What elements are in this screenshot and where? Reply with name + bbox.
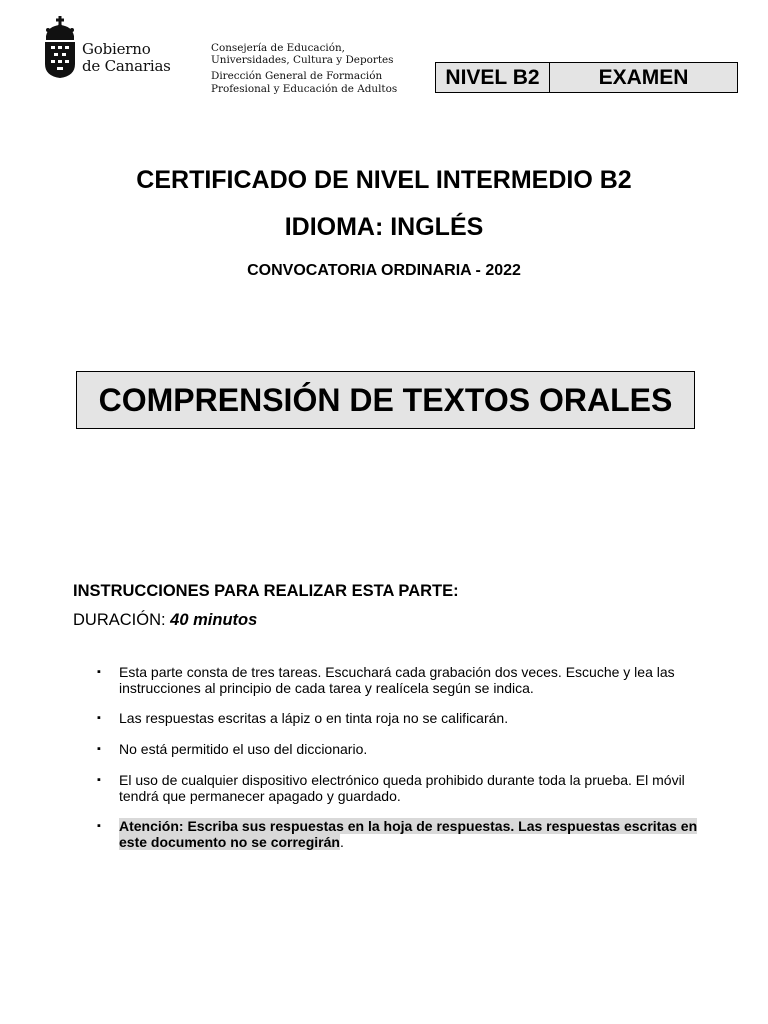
exam-label: EXAMEN — [598, 65, 689, 89]
list-item — [97, 772, 699, 804]
department-line-2: Universidades, Cultura y Deportes — [211, 54, 394, 67]
list-item-text: No está permitido el uso del diccionario. — [119, 741, 368, 757]
level-label: NIVEL B2 — [436, 63, 550, 92]
coat-of-arms-logo — [42, 16, 80, 80]
bullet-icon: ▪ — [97, 820, 101, 832]
department-name — [211, 42, 397, 95]
list-item-text: Esta parte consta de tres tareas. Escuchará cada grabación dos veces. Escuche y lea las instrucciones al principio de cada tarea y realícela según se indica. — [119, 664, 675, 696]
bullet-icon: ▪ — [97, 712, 101, 724]
attention-notice-suffix: . — [339, 834, 344, 850]
logo-wordmark — [82, 41, 171, 75]
list-item — [97, 710, 699, 726]
list-item-text: El uso de cualquier dispositivo electrónico queda prohibido durante toda la prueba. El móvil tendrá que permanecer apagado y guardado. — [119, 772, 685, 804]
department-line-4: Profesional y Educación de Adultos — [211, 82, 398, 95]
instructions-heading: INSTRUCCIONES PARA REALIZAR ESTA PARTE: — [73, 582, 459, 600]
level-exam-box — [435, 62, 738, 93]
bullet-icon: ▪ — [97, 774, 101, 786]
language-title: IDIOMA: INGLÉS — [284, 213, 484, 241]
list-item-text: Las respuestas escritas a lápiz o en tinta roja no se calificarán. — [119, 710, 509, 726]
section-title: COMPRENSIÓN DE TEXTOS ORALES — [76, 371, 695, 429]
department-line-3: Dirección General de Formación — [211, 70, 383, 83]
duration — [73, 611, 257, 630]
attention-notice: Atención: Escriba sus respuestas en la hoja de respuestas. Las respuestas escritas en este documento no se corregirán — [119, 818, 698, 850]
bullet-icon: ▪ — [97, 666, 101, 678]
bullet-icon: ▪ — [97, 743, 101, 755]
list-item — [97, 741, 699, 757]
certificate-title: CERTIFICADO DE NIVEL INTERMEDIO B2 — [136, 166, 632, 194]
duration-value: 40 minutos — [170, 611, 258, 629]
exam-session: CONVOCATORIA ORDINARIA - 2022 — [247, 262, 521, 279]
department-line-1: Consejería de Educación, — [211, 42, 345, 54]
list-item — [97, 818, 699, 850]
duration-label: DURACIÓN: — [73, 611, 171, 629]
list-item — [97, 664, 699, 696]
logo-line-2: de Canarias — [82, 57, 171, 75]
logo-line-1: Gobierno — [82, 40, 151, 58]
